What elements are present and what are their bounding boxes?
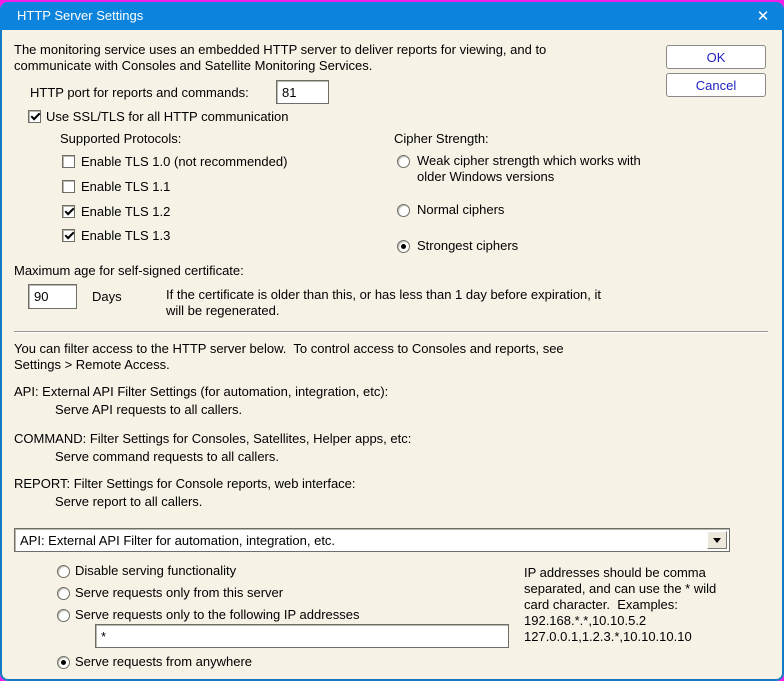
weak-ciphers-label-line-1: Weak cipher strength which works with [417, 153, 641, 168]
tls10-checkbox[interactable] [62, 155, 75, 168]
tls11-checkbox[interactable] [62, 180, 75, 193]
weak-ciphers-radio[interactable] [397, 155, 410, 168]
weak-ciphers-label-line-2: older Windows versions [417, 169, 555, 184]
cert-age-unit-label: Days [92, 289, 122, 304]
section-divider [14, 331, 768, 333]
tls12-checkbox[interactable] [62, 205, 75, 218]
ok-button[interactable]: OK [666, 45, 766, 69]
ssl-checkbox-label: Use SSL/TLS for all HTTP communication [46, 109, 289, 124]
supported-protocols-heading: Supported Protocols: [60, 131, 182, 146]
serve-this-server-label: Serve requests only from this server [75, 585, 284, 600]
normal-ciphers-label: Normal ciphers [417, 202, 505, 217]
command-filter-title: COMMAND: Filter Settings for Consoles, Satellites, Helper apps, etc: [14, 431, 412, 446]
ip-addresses-input[interactable] [95, 624, 509, 648]
tls10-label: Enable TLS 1.0 (not recommended) [81, 154, 288, 169]
normal-ciphers-radio[interactable] [397, 204, 410, 217]
tls13-label: Enable TLS 1.3 [81, 228, 171, 243]
tls11-label: Enable TLS 1.1 [81, 179, 171, 194]
filter-select[interactable] [14, 528, 730, 552]
ip-note-line-4: 192.168.*.*,10.10.5.2 [524, 613, 647, 628]
ip-note-line-1: IP addresses should be comma [524, 565, 706, 580]
api-filter-status: Serve API requests to all callers. [55, 402, 243, 417]
cert-note-line-1: If the certificate is older than this, or has less than 1 day before expiration, it [166, 287, 602, 302]
dialog-title: HTTP Server Settings [17, 8, 144, 23]
ssl-checkbox[interactable] [28, 110, 41, 123]
cert-age-label: Maximum age for self-signed certificate: [14, 263, 244, 278]
command-filter-status: Serve command requests to all callers. [55, 449, 279, 464]
ip-note-line-3: card character. Examples: [524, 597, 678, 612]
chevron-down-icon [713, 538, 721, 543]
disable-serving-radio[interactable] [57, 565, 70, 578]
filter-select-value: API: External API Filter for automation, integration, etc. [20, 532, 336, 548]
api-filter-title: API: External API Filter Settings (for automation, integration, etc): [14, 384, 389, 399]
cancel-button[interactable]: Cancel [666, 73, 766, 97]
ip-note-line-5: 127.0.0.1,1.2.3.*,10.10.10.10 [524, 629, 692, 644]
tls13-checkbox[interactable] [62, 229, 75, 242]
serve-anywhere-label: Serve requests from anywhere [75, 654, 253, 669]
ip-note-line-2: separated, and can use the * wild [524, 581, 717, 596]
serve-ip-list-radio[interactable] [57, 609, 70, 622]
disable-serving-label: Disable serving functionality [75, 563, 237, 578]
cipher-strength-heading: Cipher Strength: [394, 131, 489, 146]
serve-anywhere-radio[interactable] [57, 656, 70, 669]
cert-note-line-2: will be regenerated. [166, 303, 280, 318]
access-note-line-2: Settings > Remote Access. [14, 357, 170, 372]
close-icon[interactable]: ✕ [756, 8, 770, 25]
access-note-line-1: You can filter access to the HTTP server below. To control access to Consoles and reports, see [14, 341, 564, 356]
strongest-ciphers-label: Strongest ciphers [417, 238, 519, 253]
filter-select-dropdown-button[interactable] [707, 531, 727, 549]
http-port-input[interactable] [276, 80, 329, 104]
strongest-ciphers-radio[interactable] [397, 240, 410, 253]
titlebar[interactable] [0, 2, 784, 30]
report-filter-status: Serve report to all callers. [55, 494, 203, 509]
intro-text-line-1: The monitoring service uses an embedded HTTP server to deliver reports for viewing, and to [14, 42, 547, 57]
cert-age-input[interactable] [28, 284, 77, 309]
serve-this-server-radio[interactable] [57, 587, 70, 600]
http-port-label: HTTP port for reports and commands: [30, 85, 249, 100]
http-server-settings-dialog [0, 2, 784, 681]
intro-text-line-2: communicate with Consoles and Satellite Monitoring Services. [14, 58, 373, 73]
report-filter-title: REPORT: Filter Settings for Console reports, web interface: [14, 476, 356, 491]
tls12-label: Enable TLS 1.2 [81, 204, 171, 219]
serve-ip-list-label: Serve requests only to the following IP addresses [75, 607, 360, 622]
